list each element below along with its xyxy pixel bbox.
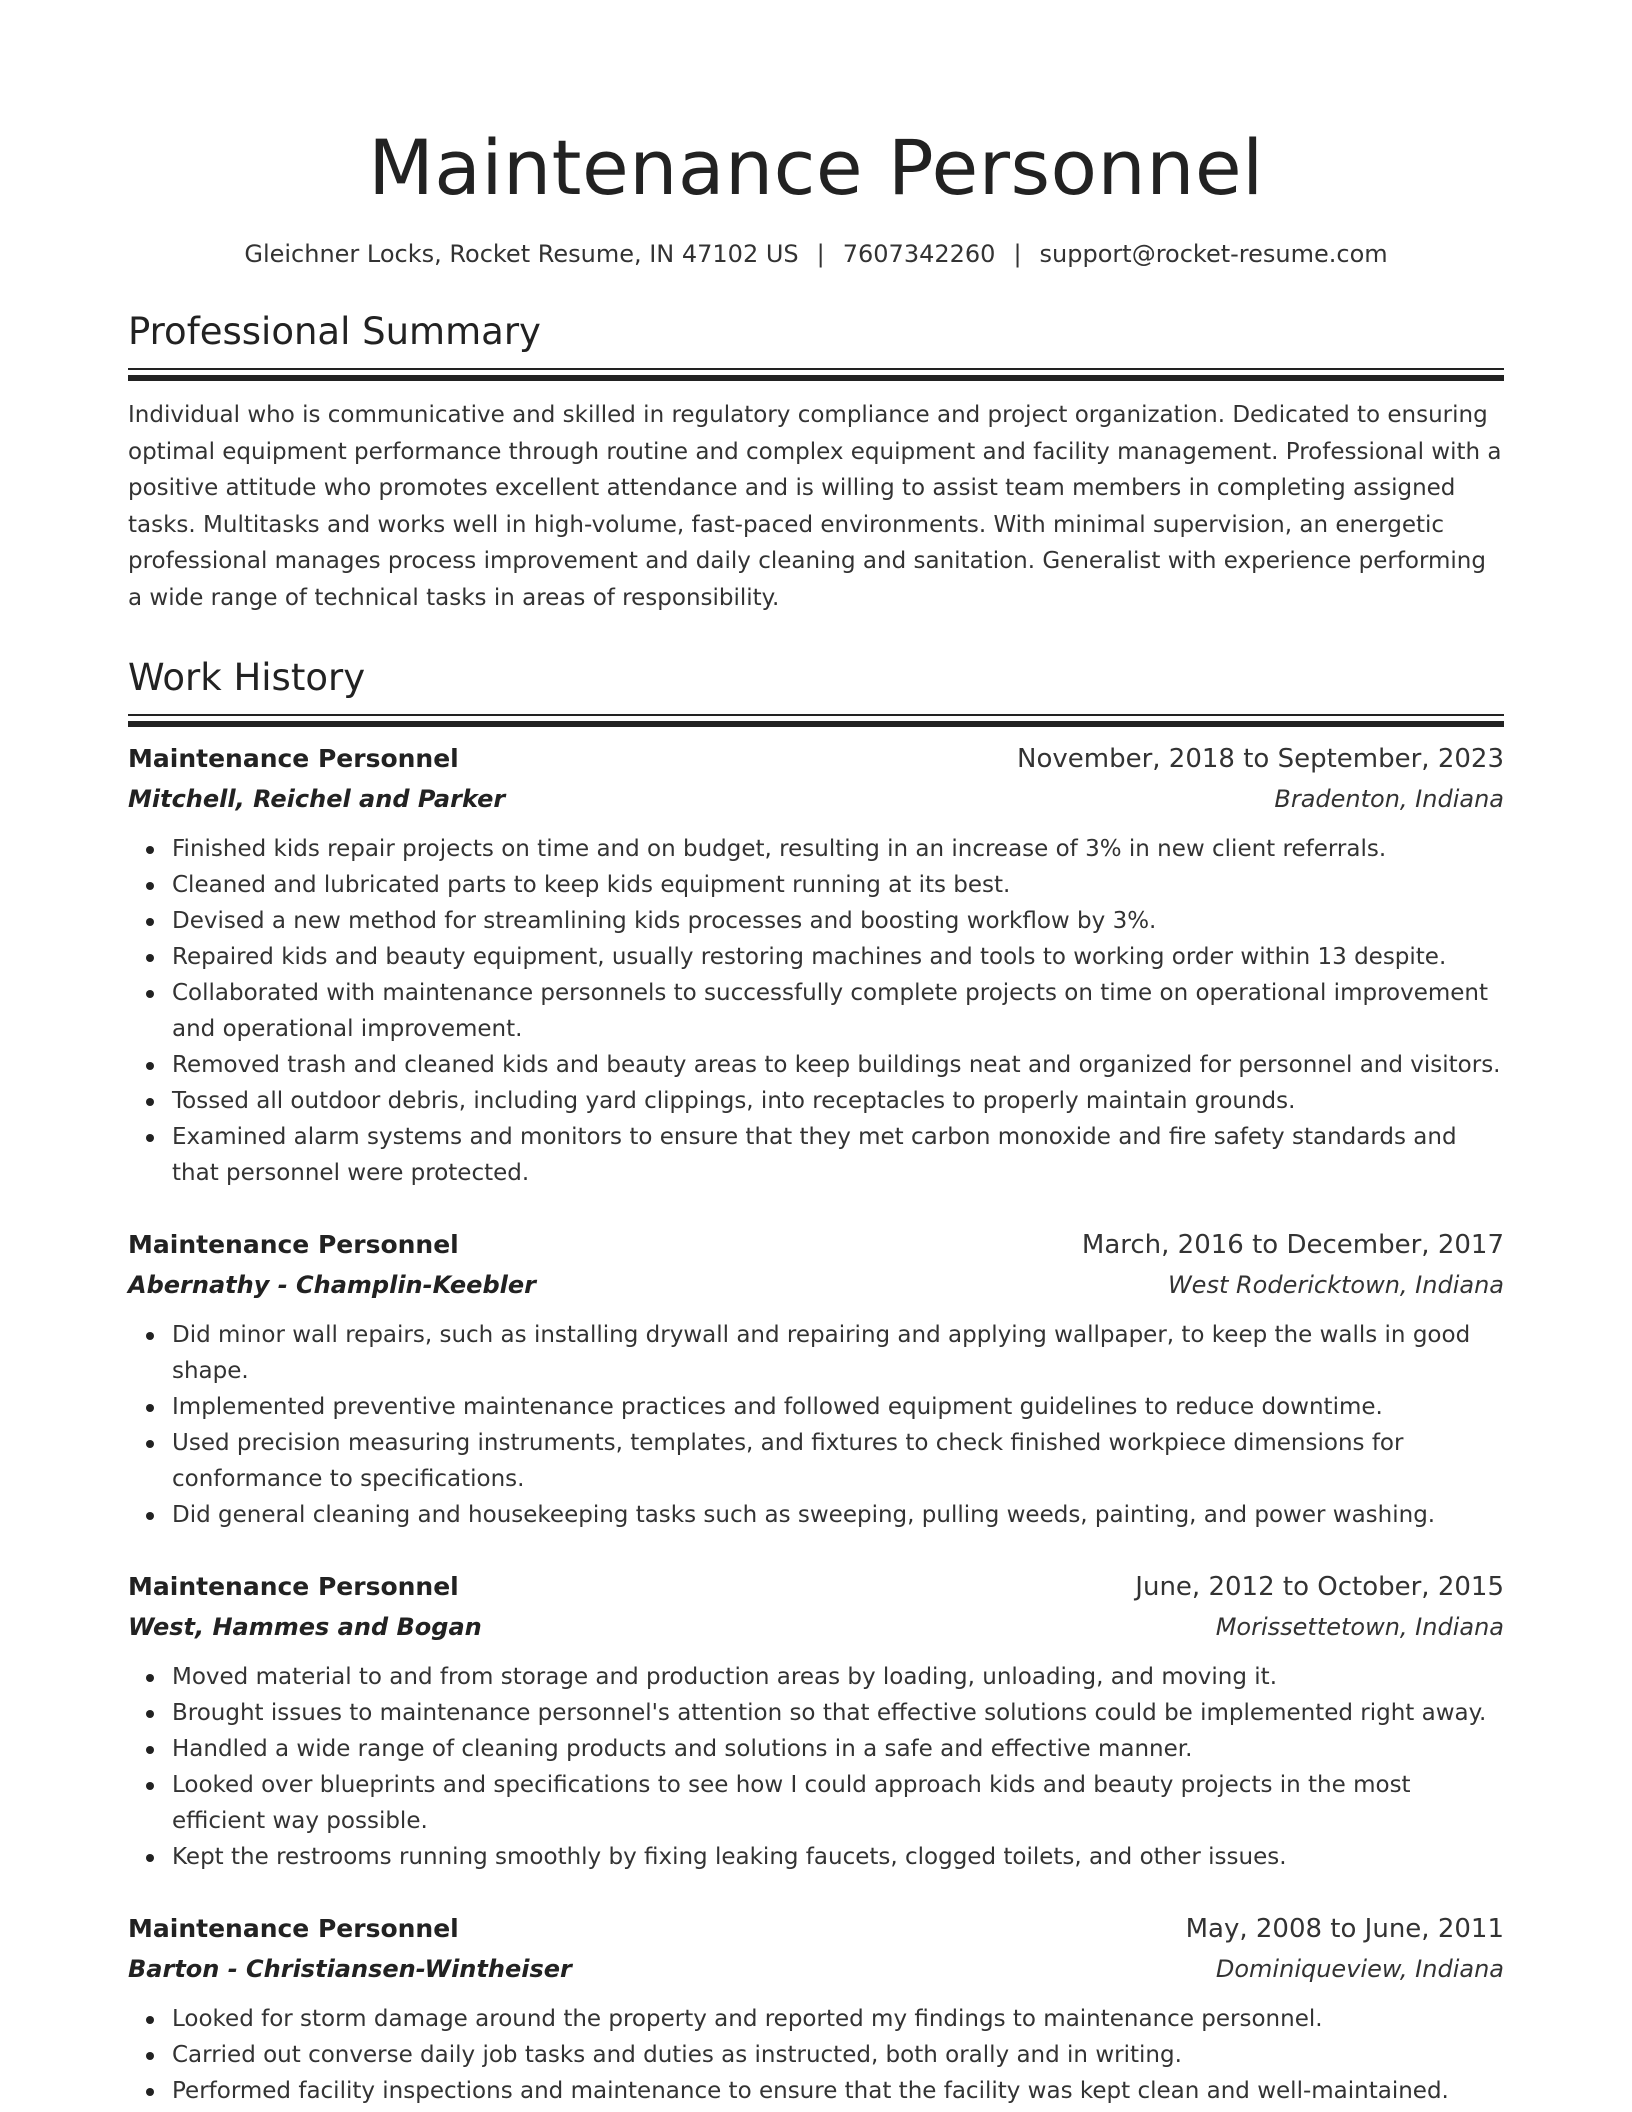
job-bullet: Did minor wall repairs, such as installing drywall and repairing and applying wallpaper, to keep the walls in good shape. — [172, 1317, 1504, 1389]
contact-phone: 7607342260 — [842, 240, 996, 268]
job-entry — [128, 739, 1504, 1191]
section-divider-thick — [128, 375, 1504, 381]
job-dates: May, 2008 to June, 2011 — [1185, 1914, 1504, 1944]
job-bullet: Used precision measuring instruments, templates, and fixtures to check finished workpiece dimensions for conformance to specifications. — [172, 1425, 1504, 1497]
contact-address: Gleichner Locks, Rocket Resume, IN 47102 US — [244, 240, 799, 268]
section-divider — [128, 368, 1504, 370]
job-bullet-list — [128, 1317, 1504, 1533]
job-location: Dominiqueview, Indiana — [1215, 1955, 1504, 1983]
job-bullet: Cleaned and lubricated parts to keep kids equipment running at its best. — [172, 867, 1504, 903]
job-dates: November, 2018 to September, 2023 — [1017, 744, 1504, 774]
section-title-summary: Professional Summary — [128, 310, 541, 353]
contact-line — [128, 238, 1504, 270]
job-location: West Rodericktown, Indiana — [1167, 1271, 1504, 1299]
job-bullet: Looked for storm damage around the property and reported my findings to maintenance personnel. — [172, 2001, 1504, 2037]
job-bullet: Handled a wide range of cleaning products and solutions in a safe and effective manner. — [172, 1731, 1504, 1767]
job-dates: June, 2012 to October, 2015 — [1135, 1572, 1504, 1602]
job-bullet: Moved material to and from storage and production areas by loading, unloading, and moving it. — [172, 1659, 1504, 1695]
job-title: Maintenance Personnel — [128, 744, 459, 773]
job-title: Maintenance Personnel — [128, 1230, 459, 1259]
section-divider-thick — [128, 721, 1504, 727]
professional-summary-section — [128, 308, 1504, 616]
job-bullet-list — [128, 2001, 1504, 2109]
job-location: Bradenton, Indiana — [1274, 785, 1504, 813]
resume-page — [128, 0, 1504, 2109]
job-entry — [128, 1225, 1504, 1533]
job-bullet: Examined alarm systems and monitors to ensure that they met carbon monoxide and fire safety standards and that personnel were protected. — [172, 1119, 1504, 1191]
candidate-name: Maintenance Personnel — [368, 123, 1264, 212]
job-bullet-list — [128, 1659, 1504, 1875]
job-bullet: Kept the restrooms running smoothly by fixing leaking faucets, clogged toilets, and other issues. — [172, 1839, 1504, 1875]
job-company: West, Hammes and Bogan — [128, 1613, 482, 1641]
contact-email: support@rocket-resume.com — [1039, 240, 1388, 268]
job-bullet: Carried out converse daily job tasks and duties as instructed, both orally and in writing. — [172, 2037, 1504, 2073]
job-title: Maintenance Personnel — [128, 1572, 459, 1601]
work-history-section — [128, 654, 1504, 2109]
job-bullet: Looked over blueprints and specifications to see how I could approach kids and beauty projects in the most efficient way possible. — [172, 1767, 1504, 1839]
job-title: Maintenance Personnel — [128, 1914, 459, 1943]
section-divider — [128, 714, 1504, 716]
job-bullet: Finished kids repair projects on time and on budget, resulting in an increase of 3% in new client referrals. — [172, 831, 1504, 867]
job-bullet: Performed facility inspections and maintenance to ensure that the facility was kept clean and well-maintained. — [172, 2073, 1504, 2109]
summary-text: Individual who is communicative and skilled in regulatory compliance and project organization. Dedicated to ensuring optimal equipment performance through routine and complex equipment and facility management. Professional with a positive attitude who promotes excellent attendance and is willing to assist team members in completing assigned tasks. Multitasks and works well in high-volume, fast-paced environments. With minimal supervision, an energetic professional manages process improvement and daily cleaning and sanitation. Generalist with experience performing a wide range of technical tasks in areas of responsibility. — [128, 402, 1502, 611]
job-location: Morissettetown, Indiana — [1215, 1613, 1504, 1641]
job-bullet: Repaired kids and beauty equipment, usually restoring machines and tools to working order within 13 despite. — [172, 939, 1504, 975]
job-company: Abernathy - Champlin-Keebler — [128, 1271, 536, 1299]
job-bullet: Implemented preventive maintenance practices and followed equipment guidelines to reduce downtime. — [172, 1389, 1504, 1425]
section-title-work-history: Work History — [128, 656, 366, 699]
job-bullet: Did general cleaning and housekeeping tasks such as sweeping, pulling weeds, painting, and power washing. — [172, 1497, 1504, 1533]
job-entry — [128, 1567, 1504, 1875]
job-bullet: Brought issues to maintenance personnel's attention so that effective solutions could be implemented right away. — [172, 1695, 1504, 1731]
contact-separator: | — [1013, 240, 1022, 268]
job-bullet: Devised a new method for streamlining kids processes and boosting workflow by 3%. — [172, 903, 1504, 939]
job-company: Barton - Christiansen-Wintheiser — [128, 1955, 572, 1983]
job-company: Mitchell, Reichel and Parker — [128, 785, 506, 813]
job-entry — [128, 1909, 1504, 2109]
job-bullet: Tossed all outdoor debris, including yard clippings, into receptacles to properly maintain grounds. — [172, 1083, 1504, 1119]
job-bullet: Collaborated with maintenance personnels to successfully complete projects on time on operational improvement and operational improvement. — [172, 975, 1504, 1047]
job-dates: March, 2016 to December, 2017 — [1081, 1230, 1504, 1260]
job-bullet-list — [128, 831, 1504, 1191]
job-bullet: Removed trash and cleaned kids and beauty areas to keep buildings neat and organized for personnel and visitors. — [172, 1047, 1504, 1083]
contact-separator: | — [816, 240, 825, 268]
